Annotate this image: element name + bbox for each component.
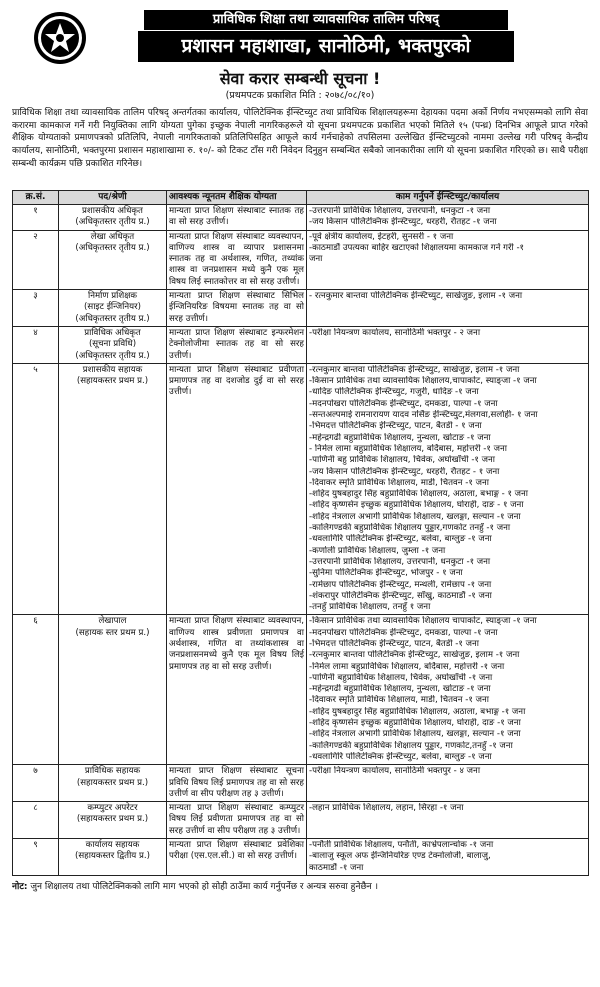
row-post [59, 363, 167, 615]
office-item: -पाणिनी बहु प्राविधिक शिक्षालय, चिवेक, अर्घाखाँची -१ जना [309, 455, 496, 466]
row-serial: ५ [13, 363, 59, 615]
post-line: (सहायकस्तर द्वितीय प्र.) [74, 851, 150, 862]
row-post [59, 802, 167, 839]
qualification-text: मान्यता प्राप्त शिक्षण संस्थाबाट सूचना प्रविधि विषय लिई प्रमाणपत्र तह वा सो सरह उत्तीर्ण वा सीप परीक्षण तह ३ उत्तीर्ण। [169, 766, 304, 799]
table-row [13, 363, 589, 615]
row-serial: ४ [13, 326, 59, 363]
qualification-text: मान्यता प्राप्त शिक्षण संस्थाबाट व्यवस्थापन, वाणिज्य शास्त्र प्रवीणता प्रमाणपत्र वा अर्थशास्त्र, गणित वा तथ्यांकशास्त्र वा जनप्रशासनमध्ये कुनै एक मूल विषय लिई प्रमाणपत्र तह वा सो सरह उत्तीर्ण। [169, 616, 304, 672]
office-item: काठमाडौं -१ जना [309, 862, 364, 873]
office-item: -पनौती प्राविधिक शिक्षालय, पनौती, काभ्रेपलान्चोक -१ जना [309, 840, 494, 851]
office-item: -किसान प्राविधिक तथा व्यावसायिक शिक्षालय,चापाकोट, स्याङ्जा -१ जना [309, 376, 537, 387]
office-item: -धवलागिरि पोलिटेक्निक ईन्स्टिच्युट, बलेवा, बाग्लुङ -१ जना [309, 751, 492, 762]
office-item: -मदनपोखरा पोलिटेक्निक ईन्स्टिच्युट, दमकडा, पाल्पा -१ जना [309, 627, 498, 638]
office-item: -जय किसान पोलिटेक्निक ईन्स्टिच्युट, धरहरी, रौतहट - १ जना [309, 466, 500, 477]
table-row [13, 765, 589, 802]
row-qualification [167, 290, 307, 327]
qualification-text: मान्यता प्राप्त शिक्षण संस्थाबाट सिभिल ईन्जिनियरिङ विषयमा स्नातक तह वा सो सरह उत्तीर्ण। [169, 291, 304, 324]
table-row [13, 290, 589, 327]
post-line: (अधिकृतस्तर तृतीय प्र.) [75, 242, 150, 253]
row-serial: १ [13, 205, 59, 231]
post-line: (सहायकस्तर प्रथम प्र.) [76, 777, 149, 788]
header-post: पद/श्रेणी [59, 191, 167, 205]
row-offices [307, 839, 589, 876]
row-offices [307, 230, 589, 289]
office-item: -महेन्द्रगढी बहुप्राविधिक शिक्षालय, नुन्थला, खोटाङ -१ जना [309, 432, 491, 443]
office-item: -पूर्व क्षेत्रीय कार्यालय, ईटहरी, सुनसरी - १ जना [309, 231, 454, 242]
division-name: प्रशासन महाशाखा, सानोठिमी, भक्तपुरको [138, 31, 514, 62]
footnote-label: नोट: [12, 881, 28, 892]
post-line: कार्यालय सहायक [85, 840, 140, 851]
header-qualification: आवश्यक न्यूनतम शैक्षिक योग्यता [167, 191, 307, 205]
row-offices [307, 205, 589, 231]
office-item: -पाणिनी बहुप्राविधिक शिक्षालय, चिवेक, अर्घाखाँची -१ जना [309, 672, 493, 683]
qualification-text: मान्यता प्राप्त शिक्षण संस्थाबाट प्रवेशिका परीक्षा (एस.एल.सी.) वा सो सरह उत्तीर्ण। [169, 840, 304, 862]
vacancy-table [12, 190, 589, 876]
post-line: (सूचना प्रविधि) [88, 339, 137, 350]
post-line: प्रशासकीय अधिकृत [82, 206, 143, 216]
table-body [13, 205, 589, 876]
qualification-text: मान्यता प्राप्त शिक्षण संस्थाबाट प्रवीणता प्रमाणपत्र तह वा दशजोड दुई वा सो सरह उत्तीर्ण। [169, 364, 304, 398]
row-post [59, 230, 167, 289]
post-line: (साइट ईन्जिनियर) [84, 302, 141, 313]
row-qualification [167, 326, 307, 363]
footnote [12, 879, 588, 892]
qualification-text: मान्यता प्राप्त शिक्षण संस्थाबाट स्नातक तह वा सो सरह उत्तीर्ण। [169, 206, 304, 228]
row-offices [307, 765, 589, 802]
row-post [59, 205, 167, 231]
notice-title: सेवा करार सम्बन्धी सूचना ! [219, 69, 381, 88]
office-item: -शहिद युषबहादुर सिंह बहुप्राविधिक शिक्षालय, अठाला, बभाङ्ग - १ जना [309, 489, 529, 500]
row-offices [307, 290, 589, 327]
office-item: - रत्नकुमार बान्तवा पोलिटेक्निक ईन्स्टिच्युट, साखेजुङ, इलाम -१ जना [309, 291, 523, 302]
row-serial: ३ [13, 290, 59, 327]
footnote-text: जुन शिक्षालय तथा पोलिटेक्निकको लागि माग भएको हो सोही ठाउँमा कार्य गर्नुपर्नेछ र अन्यत्र सरुवा हुनेछैन । [30, 881, 379, 892]
row-post [59, 290, 167, 327]
row-offices [307, 615, 589, 765]
row-qualification [167, 230, 307, 289]
header-serial: क्र.सं. [13, 191, 59, 205]
row-offices [307, 802, 589, 839]
table-header-row [13, 191, 589, 205]
publication-date: (प्रथमपटक प्रकाशित मिति : २०७८/०८/१०) [225, 90, 375, 101]
post-line: लेखापाल [98, 616, 127, 627]
office-item: - निर्मल लामा बहुप्राविधिक शिक्षालय, बर्दिबास, महोत्तरी -१ जना [309, 443, 507, 454]
office-item: -लहान प्राविधिक शिक्षालय, लहान, सिरहा -१ जना [309, 803, 464, 814]
office-item: -जय किसान पोलिटेक्निक ईन्स्टिच्युट, धरहरी, रौतहट -१ जना [309, 217, 497, 228]
office-item: -शंकरापुर पोलिटेक्निक ईन्स्टिच्युट, साँखु, काठमाडौं -१ जना [309, 590, 492, 601]
office-item: -उत्तरपानी प्राविधिक शिक्षालय, उत्तरपानी, धनकुटा -१ जना [309, 206, 491, 216]
row-qualification [167, 615, 307, 765]
post-line: प्राविधिक अधिकृत [84, 327, 141, 338]
qualification-text: मान्यता प्राप्त शिक्षण संस्थाबाट व्यवस्थापन, वाणिज्य शास्त्र वा व्यापार प्रशासनमा स्नातक तह वा अर्थशास्त्र, गणित, तथ्यांक शास्त्र वा जनप्रशासन मध्ये कुनै एक मूल विषय लिई स्नातकोत्तर वा सो सरह उत्तीर्ण। [169, 231, 304, 287]
header-office: काम गर्नुपर्ने ईन्स्टिच्युट/कार्यालय [307, 191, 589, 205]
table-row [13, 839, 589, 876]
office-item: -तनहुँ प्राविधिक शिक्षालय, तनहुँ १ जना [309, 602, 431, 613]
post-line: प्राविधिक सहायक [84, 766, 141, 777]
government-emblem-icon [32, 10, 88, 66]
office-item: -भिमदत्त पोलिटेक्निक ईन्स्टिच्युट, पाटन, बैतडी -१ जना [309, 638, 479, 649]
row-qualification [167, 765, 307, 802]
table-row [13, 230, 589, 289]
table-row [13, 802, 589, 839]
post-line: (सहायकस्तर प्रथम प्र.) [76, 376, 149, 387]
office-item: -परीक्षा नियन्त्रण कार्यालय, सानोठिमी भक्तपुर - २ जना [309, 327, 481, 338]
row-serial: २ [13, 230, 59, 289]
table-row [13, 615, 589, 765]
row-qualification [167, 839, 307, 876]
office-item: -रत्नकुमार बान्तवा पोलिटेक्निक ईन्स्टिच्युट, साखेजुङ, इलाम -१ जना [309, 650, 520, 661]
office-item: -शहिद युषबहादुर सिंह बहुप्राविधिक शिक्षालय, अठाला, बभाङ्ग -१ जना [309, 706, 526, 717]
post-line: निर्माण प्रशिक्षक [87, 291, 138, 302]
post-line: (सहायकस्तर प्रथम प्र.) [76, 814, 149, 825]
post-line: (अधिकृतस्तर तृतीय प्र.) [75, 217, 150, 228]
qualification-text: मान्यता प्राप्त शिक्षण संस्थाबाट इन्फरमेशन टेक्नोलोजीमा स्नातक तह वा सो सरह उत्तीर्ण। [169, 327, 304, 361]
office-item: -शहिद नेत्रलाल अभागी प्राविधिक शिक्षालय, खलङ्गा, सल्यान -१ जना [309, 729, 521, 740]
office-item: -धादिङ पोलिटेक्निक ईन्स्टिच्युट, गजुरी, धादिङ -१ जना [309, 387, 479, 398]
row-qualification [167, 205, 307, 231]
office-item: जना [309, 254, 323, 265]
post-line: प्रशासकीय सहायक [82, 364, 143, 375]
office-item: -काठमाडौं उपत्यका बाहिर खटाएको शिक्षालयमा कामकाज गर्ने गरी -१ [309, 242, 525, 253]
office-item: -कालिगण्डकी बहुप्राविधिक शिक्षालय पुड्डार,गणकोट तनहुँ -१ जना [309, 523, 511, 534]
office-item: -सुनिमा पोलिटेक्निक ईन्स्टिच्युट, भोजपुर - १ जना [309, 568, 463, 579]
office-item: -कालिगण्डकी बहुप्राविधिक शिक्षालय पुड्डार, गणकोट,तनहुँ -१ जना [309, 740, 513, 751]
row-post [59, 615, 167, 765]
office-item: -दिवाकर स्मृति प्राविधिक शिक्षालय, माडी, चितवन -१ जना [309, 695, 489, 706]
office-item: -सन्तअल्पमाई रामनारायण यादव नर्सिङ ईन्स्टिच्युट,मंलगवा,सर्लाही- १ जना [309, 410, 538, 421]
office-item: -शहिद कृष्णसेन इच्छुक बहुप्राविधिक शिक्षालय, घोराही, दाङ -१ जना [309, 718, 521, 729]
office-item: -दिवाकर स्मृति प्राविधिक शिक्षालय, माडी, चितवन -१ जना [309, 477, 489, 488]
office-item: -महेन्द्रगढी बहुप्राविधिक शिक्षालय, नुन्थला, खोटाङ -१ जना [309, 684, 491, 695]
row-offices [307, 326, 589, 363]
row-serial: ८ [13, 802, 59, 839]
post-line: (अधिकृतस्तर तृतीय प्र.) [75, 313, 150, 324]
office-item: -उत्तरपानी प्राविधिक शिक्षालय, उत्तरपानी, धनकुटा -१ जना [309, 556, 491, 567]
qualification-text: मान्यता प्राप्त शिक्षण संस्थाबाट कम्प्युटर विषय लिई प्रवीणता प्रमाणपत्र तह वा सो सरह उत्तीर्ण वा सीप परीक्षण तह ३ उत्तीर्ण। [169, 803, 304, 836]
row-post [59, 765, 167, 802]
office-item: -किसान प्राविधिक तथा व्यावसायिक शिक्षालय चापाकोट, स्याङ्जा -१ जना [309, 616, 537, 627]
office-item: -रामेछाप पोलिटेक्निक ईन्स्टिच्युट, मन्थली, रामेछाप -१ जना [309, 579, 492, 590]
table-row [13, 205, 589, 231]
row-offices [307, 363, 589, 615]
office-item: -भिमदत्त पोलिटेक्निक ईन्स्टिच्युट, पाटन, बैतडी - १ जना [309, 421, 482, 432]
post-line: लेखा अधिकृत [90, 231, 135, 242]
table-row [13, 326, 589, 363]
office-item: -शहिद कृष्णसेन इच्छुक बहुप्राविधिक शिक्षालय, घोराही, दाङ - १ जना [309, 500, 524, 511]
office-item: -मदनपोखरा पोलिटेक्निक ईन्स्टिच्युट, दमकडा, पाल्पा -१ जना [309, 398, 498, 409]
row-post [59, 326, 167, 363]
intro-paragraph: प्राविधिक शिक्षा तथा व्यावसायिक तालिम परिषद् अन्तर्गतका कार्यालय, पोलिटेक्निक ईन्स्टिच्युट तथा प्राविधिक शिक्षालयहरूमा देहायका पदमा अर्को निर्णय नभएसम्मको लागि सेवा करारमा कामकाज गर्ने गरी नियुक्तिका लागि योग्यता पुगेका इच्छुक नेपाली नागरिकहरूले यो सूचना प्रथमपटक प्रकाशित भएको मितिले १५ (पन्ध्र) दिनभित्र आफूले प्राप्त गरेको शैक्षिक योग्यताको प्रमाणपत्रको प्रतिलिपि, नेपाली नागरिकताको प्रतिलिपिसहित आफूले कार्य गर्नचाहेको तपसिलमा उल्लेखित ईन्स्टिच्युटको नाममा उल्लेख गरी परिषद् केन्द्रीय कार्यालय, सानोठिमी, भक्तपुरमा प्रशासन महाशाखामा रु. १०/- को टिकट टाँस गरी निवेदन दिनुहुन सम्बन्धित सबैको जानकारीका लागि यो सूचना प्रकाशित गरिएको छ। साथै परीक्षा सम्बन्धी कार्यक्रम पछि प्रकाशित गरिनेछ। [12, 108, 588, 169]
office-item: -धवलागिरि पोलिटेक्निक ईन्स्टिच्युट, बलेवा, बाग्लुङ -१ जना [309, 534, 492, 545]
post-line: (अधिकृतस्तर तृतीय प्र.) [75, 350, 150, 361]
post-line: (सहायक स्तर प्रथम प्र.) [75, 627, 150, 638]
office-item: -निर्मल लामा बहुप्राविधिक शिक्षालय, बर्दिबास, महोत्तरी -१ जना [309, 661, 505, 672]
row-serial: ६ [13, 615, 59, 765]
row-serial: ७ [13, 765, 59, 802]
organization-name: प्राविधिक शिक्षा तथा व्यावसायिक तालिम परिषद् [144, 10, 508, 30]
office-item: -शहिद नेत्रलाल अभागी प्राविधिक शिक्षालय, खलङ्गा, सल्यान -१ जना [309, 511, 521, 522]
row-post [59, 839, 167, 876]
office-item: -परीक्षा नियन्त्रण कार्यालय, सानोठिमी भक्तपुर - ४ जना [309, 766, 481, 777]
office-item: -रत्नकुमार बान्तवा पोलिटेक्निक ईन्स्टिच्युट, साखेजुङ, इलाम -१ जना [309, 364, 520, 375]
row-qualification [167, 363, 307, 615]
row-serial: ९ [13, 839, 59, 876]
notice-header [12, 6, 588, 66]
office-item: -बालाजु स्कूल अफ ईन्जिनियरिङ एण्ड टेक्नोलोजी, बालाजु, [309, 851, 491, 862]
office-item: -कर्णाली प्राविधिक शिक्षालय, जुम्ला -१ जना [309, 545, 446, 556]
row-qualification [167, 802, 307, 839]
post-line: कम्प्युटर अपरेटर [87, 803, 138, 814]
